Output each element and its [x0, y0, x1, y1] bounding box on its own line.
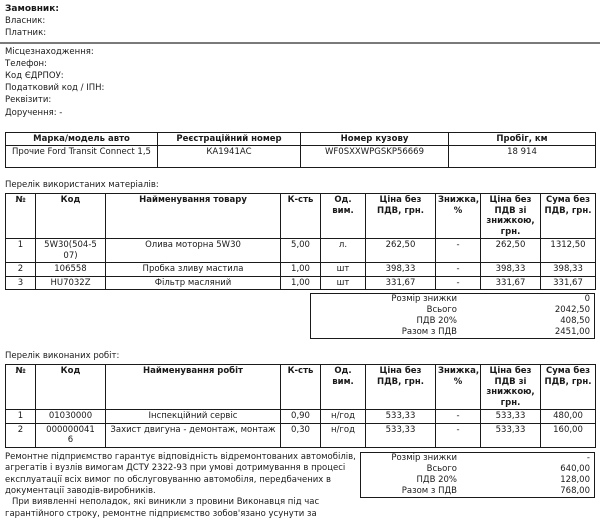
vehicle-mileage: 18 914 [449, 146, 596, 168]
table-cell: 262,50 [481, 239, 541, 263]
col-discount: Знижка, % [436, 365, 481, 410]
summary-value: 2042,50 [554, 305, 590, 316]
table-cell: шт [321, 263, 366, 277]
table-cell: Захист двигуна - демонтаж, монтаж [106, 423, 281, 447]
table-row [6, 423, 596, 447]
summary-row [311, 294, 594, 305]
table-cell: Олива моторна 5W30 [106, 239, 281, 263]
table-cell: 331,67 [366, 276, 436, 290]
materials-header-row [6, 194, 596, 239]
col-num: № [6, 365, 36, 410]
summary-label: Всього [426, 305, 457, 316]
summary-label: ПДВ 20% [416, 474, 457, 485]
table-cell: 0,30 [281, 423, 321, 447]
payer-label: Платник: [5, 28, 47, 39]
materials-summary [310, 293, 595, 339]
vehicle-col-body-number: Номер кузову [301, 132, 449, 146]
table-cell: н/год [321, 423, 366, 447]
table-cell: - [436, 263, 481, 277]
warranty-paragraph-1: Ремонтне підприємство гарантує відповідність відремонтованих автомобілів, агрегатів і вузлів вимогам ДСТУ 2322-93 при умові дотримування в процесі експлуатації всіх вимог по обслуговуванню автомобіля, передбачених в документації заводів-виробників. [5, 451, 356, 497]
table-cell: 5,00 [281, 239, 321, 263]
vehicle-col-mileage: Пробіг, км [449, 132, 596, 146]
owner-label: Власник: [5, 16, 46, 27]
table-cell: 5W30(504-507) [36, 239, 106, 263]
col-item-name: Найменування товару [106, 194, 281, 239]
table-cell: л. [321, 239, 366, 263]
table-cell: 01030000 [36, 410, 106, 424]
table-cell: 0000000416 [36, 423, 106, 447]
table-cell: 533,33 [366, 423, 436, 447]
proxy-label: Доручення: - [5, 107, 63, 118]
works-title: Перелік виконаних робіт: [5, 351, 120, 362]
table-cell: 533,33 [481, 410, 541, 424]
table-row [6, 239, 596, 263]
col-code: Код [36, 365, 106, 410]
col-qty: К-сть [281, 194, 321, 239]
warranty-paragraph-2: При виявленні неполадок, які виникли з провини Виконавця під час гарантійного строку, ремонтне підприємство зобов'язано усунути за [5, 497, 320, 519]
table-cell: 398,33 [541, 263, 596, 277]
col-num: № [6, 194, 36, 239]
summary-value: 768,00 [560, 485, 590, 496]
table-row [6, 410, 596, 424]
table-cell: 1,00 [281, 263, 321, 277]
summary-label: Розмір знижки [391, 452, 457, 463]
col-work-name: Найменування робіт [106, 365, 281, 410]
works-header-row [6, 365, 596, 410]
works-summary [360, 452, 595, 498]
table-cell: 2 [6, 423, 36, 447]
table-cell: 1 [6, 239, 36, 263]
table-cell: 533,33 [366, 410, 436, 424]
table-cell: 1 [6, 410, 36, 424]
vehicle-data-row [6, 146, 596, 168]
table-cell: 262,50 [366, 239, 436, 263]
table-row [6, 276, 596, 290]
summary-value: 640,00 [560, 463, 590, 474]
table-cell: 398,33 [366, 263, 436, 277]
section-divider [0, 42, 600, 44]
vehicle-col-model: Марка/модель авто [6, 132, 158, 146]
table-cell: - [436, 410, 481, 424]
table-cell: н/год [321, 410, 366, 424]
table-cell: 1312,50 [541, 239, 596, 263]
col-code: Код [36, 194, 106, 239]
table-row [6, 263, 596, 277]
table-cell: Фільтр масляний [106, 276, 281, 290]
table-cell: Пробка зливу мастила [106, 263, 281, 277]
summary-row [311, 327, 594, 338]
materials-table [5, 193, 596, 290]
summary-label: Разом з ПДВ [401, 485, 457, 496]
table-cell: - [436, 423, 481, 447]
table-cell: 106558 [36, 263, 106, 277]
table-cell: 398,33 [481, 263, 541, 277]
table-cell: 331,67 [481, 276, 541, 290]
works-table [5, 364, 596, 448]
summary-label: Разом з ПДВ [401, 327, 457, 338]
table-cell: - [436, 276, 481, 290]
summary-row [311, 316, 594, 327]
col-discount: Знижка, % [436, 194, 481, 239]
col-unit: Од. вим. [321, 365, 366, 410]
table-cell: 480,00 [541, 410, 596, 424]
table-cell: 3 [6, 276, 36, 290]
table-cell: 533,33 [481, 423, 541, 447]
col-price-discounted: Ціна без ПДВ зі знижкою, грн. [481, 194, 541, 239]
materials-title: Перелік використаних матеріалів: [5, 180, 159, 191]
summary-row [311, 305, 594, 316]
summary-label: ПДВ 20% [416, 316, 457, 327]
bottom-section [5, 452, 595, 520]
summary-value: 0 [584, 294, 590, 305]
vehicle-header-row [6, 132, 596, 146]
col-qty: К-сть [281, 365, 321, 410]
table-cell: 2 [6, 263, 36, 277]
summary-label: Всього [426, 463, 457, 474]
col-sum-no-vat: Сума без ПДВ, грн. [541, 194, 596, 239]
vehicle-reg-number: КА1941АС [158, 146, 301, 168]
summary-row [361, 464, 594, 475]
table-cell: Інспекційний сервіс [106, 410, 281, 424]
summary-row [361, 486, 594, 497]
table-cell: 160,00 [541, 423, 596, 447]
vehicle-model: Прочие Ford Transit Connect 1,5 [6, 146, 158, 168]
table-cell: 0,90 [281, 410, 321, 424]
summary-row [361, 475, 594, 486]
table-cell: HU7032Z [36, 276, 106, 290]
col-price-no-vat: Ціна без ПДВ, грн. [366, 194, 436, 239]
table-cell: шт [321, 276, 366, 290]
col-unit: Од. вим. [321, 194, 366, 239]
table-cell: - [436, 239, 481, 263]
summary-row [361, 453, 594, 464]
contact-info-block [5, 46, 595, 119]
tax-code-label: Податковий код / ІПН: [5, 83, 105, 94]
summary-value: 408,50 [560, 316, 590, 327]
col-price-no-vat: Ціна без ПДВ, грн. [366, 365, 436, 410]
table-cell: 331,67 [541, 276, 596, 290]
customer-label: Замовник: [5, 4, 59, 14]
summary-label: Розмір знижки [391, 294, 457, 305]
col-price-discounted: Ціна без ПДВ зі знижкою, грн. [481, 365, 541, 410]
summary-value: 2451,00 [554, 327, 590, 338]
vehicle-body-number: WF0SXXWPGSKP56669 [301, 146, 449, 168]
vehicle-table [5, 132, 596, 169]
summary-value: - [586, 452, 590, 463]
summary-value: 128,00 [560, 474, 590, 485]
customer-info-block [5, 3, 595, 40]
edrpou-label: Код ЄДРПОУ: [5, 71, 64, 82]
col-sum-no-vat: Сума без ПДВ, грн. [541, 365, 596, 410]
requisites-label: Реквізити: [5, 95, 52, 106]
warranty-text [5, 452, 356, 520]
vehicle-col-reg-number: Реєстраційний номер [158, 132, 301, 146]
phone-label: Телефон: [5, 58, 47, 69]
table-cell: 1,00 [281, 276, 321, 290]
location-label: Місцезнаходження: [5, 46, 94, 57]
